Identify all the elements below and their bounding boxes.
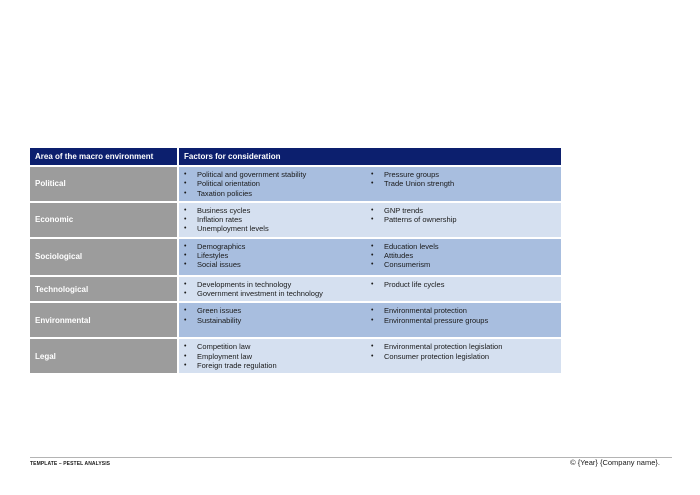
factors-list-left xyxy=(183,342,370,370)
list-item: • Consumerism xyxy=(370,260,557,269)
factors-cell xyxy=(179,275,561,302)
area-label: Political xyxy=(30,165,179,201)
list-item: • Foreign trade regulation xyxy=(183,361,370,370)
header-area: Area of the macro environment xyxy=(30,148,179,165)
list-item: • Attitudes xyxy=(370,251,557,260)
factors-list-left xyxy=(183,206,370,234)
area-label: Environmental xyxy=(30,301,179,337)
area-label: Sociological xyxy=(30,237,179,275)
area-label: Economic xyxy=(30,201,179,237)
table-row-technological xyxy=(30,275,561,302)
list-item: • Political orientation xyxy=(183,179,370,188)
table-row-economic xyxy=(30,201,561,237)
factors-list-left xyxy=(183,242,370,270)
area-label: Technological xyxy=(30,275,179,302)
list-item: • Government investment in technology xyxy=(183,289,370,298)
list-item: • Inflation rates xyxy=(183,215,370,224)
list-item: • Product life cycles xyxy=(370,280,557,289)
area-label: Legal xyxy=(30,337,179,373)
table-row-sociological xyxy=(30,237,561,275)
factors-cell xyxy=(179,165,561,201)
factors-cell xyxy=(179,337,561,373)
factors-list-right xyxy=(370,342,557,370)
list-item: • Green issues xyxy=(183,306,370,315)
list-item: • Consumer protection legislation xyxy=(370,352,557,361)
list-item: • Taxation policies xyxy=(183,189,370,198)
table-row-legal xyxy=(30,337,561,373)
list-item: • Environmental protection legislation xyxy=(370,342,557,351)
list-item: • Environmental protection xyxy=(370,306,557,315)
factors-list-right xyxy=(370,206,557,234)
factors-list-right xyxy=(370,170,557,198)
table-row-environmental xyxy=(30,301,561,337)
factors-list-left xyxy=(183,170,370,198)
list-item: • Demographics xyxy=(183,242,370,251)
list-item: • Education levels xyxy=(370,242,557,251)
list-item: • Patterns of ownership xyxy=(370,215,557,224)
footer-template-label: TEMPLATE – PESTEL ANALYSIS xyxy=(30,461,111,467)
list-item: • GNP trends xyxy=(370,206,557,215)
table-row-political xyxy=(30,165,561,201)
list-item: • Sustainability xyxy=(183,316,370,325)
list-item: • Lifestyles xyxy=(183,251,370,260)
factors-list-left xyxy=(183,306,370,325)
list-item: • Business cycles xyxy=(183,206,370,215)
header-factors: Factors for consideration xyxy=(179,148,561,165)
table-header-row xyxy=(30,148,561,165)
list-item: • Unemployment levels xyxy=(183,224,370,233)
factors-cell xyxy=(179,201,561,237)
list-item: • Competition law xyxy=(183,342,370,351)
footer-copyright: © {Year} {Company name}. xyxy=(570,458,660,467)
factors-cell xyxy=(179,237,561,275)
list-item: • Pressure groups xyxy=(370,170,557,179)
factors-cell xyxy=(179,301,561,337)
list-item: • Employment law xyxy=(183,352,370,361)
factors-list-right xyxy=(370,280,557,299)
list-item: • Trade Union strength xyxy=(370,179,557,188)
factors-list-right xyxy=(370,306,557,325)
list-item: • Social issues xyxy=(183,260,370,269)
factors-list-left xyxy=(183,280,370,299)
list-item: • Developments in technology xyxy=(183,280,370,289)
pestel-table xyxy=(30,148,561,373)
list-item: • Environmental pressure groups xyxy=(370,316,557,325)
factors-list-right xyxy=(370,242,557,270)
list-item: • Political and government stability xyxy=(183,170,370,179)
